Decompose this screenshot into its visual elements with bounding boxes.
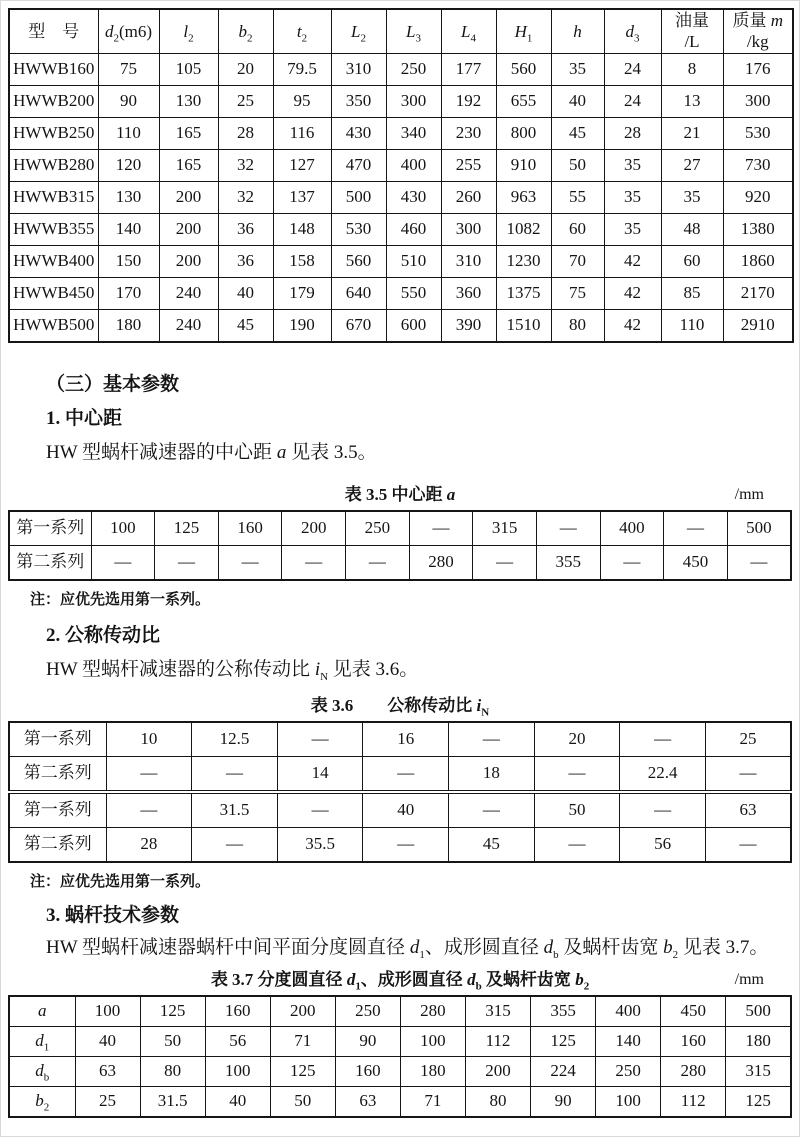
table-cell: 120: [98, 149, 159, 181]
table-cell: 79.5: [273, 53, 331, 85]
table-cell: 280: [661, 1056, 726, 1086]
table-cell: 250: [386, 53, 441, 85]
table-cell: —: [705, 827, 791, 862]
table-cell: 125: [270, 1056, 335, 1086]
table-row: [9, 1086, 791, 1117]
table-cell: 300: [441, 213, 496, 245]
table-cell: 655: [496, 85, 551, 117]
paragraph-worm-params: HW 型蜗杆减速器蜗杆中间平面分度圆直径 $d_1$、成形圆直径 $d_b$ 及蜗杆齿宽 $b_2$ 见表 3.7。: [46, 936, 769, 961]
table-3-6-note: 注：应优先选用第一系列。: [30, 873, 211, 890]
table-cell: 315: [473, 511, 537, 546]
table-cell: 160: [218, 511, 282, 546]
paragraph-ratio: HW 型蜗杆减速器的公称传动比 $i_N$ 见表 3.6。: [46, 658, 419, 683]
table-cell: 355: [531, 996, 596, 1027]
table-cell: —: [727, 545, 791, 580]
table-cell: —: [449, 792, 535, 828]
table-cell: 160: [335, 1056, 400, 1086]
table-cell: —: [91, 545, 155, 580]
table-3-7-unit: /mm: [734, 970, 764, 988]
table-cell: —: [346, 545, 410, 580]
table-cell: 第一系列: [9, 511, 91, 546]
table-3-5-note: 注：应优先选用第一系列。: [30, 591, 211, 608]
table-cell: 160: [205, 996, 270, 1027]
table-cell: 16: [363, 722, 449, 757]
table-cell: 63: [705, 792, 791, 828]
table-cell: —: [620, 722, 706, 757]
table-cell: 255: [441, 149, 496, 181]
nominal-ratio-table: [8, 721, 792, 863]
table-cell: 310: [441, 245, 496, 277]
table-cell: 963: [496, 181, 551, 213]
table-cell: —: [705, 756, 791, 792]
table-cell: —: [536, 511, 600, 546]
table-cell: 75: [551, 277, 604, 309]
table-cell: 500: [726, 996, 791, 1027]
table-cell: 71: [400, 1086, 465, 1117]
table-cell: HWWB500: [9, 309, 98, 342]
table-cell: 910: [496, 149, 551, 181]
table-cell: 90: [335, 1026, 400, 1056]
table-cell: 95: [273, 85, 331, 117]
table-cell: 112: [661, 1086, 726, 1117]
table-cell: —: [534, 827, 620, 862]
table-cell: 160: [661, 1026, 726, 1056]
table-3-5-unit: /mm: [734, 485, 764, 503]
table-cell: 21: [661, 117, 723, 149]
table-cell: 56: [205, 1026, 270, 1056]
table-cell: 31.5: [192, 792, 278, 828]
table-cell: 510: [386, 245, 441, 277]
table-row: [9, 722, 791, 757]
table-cell: —: [620, 792, 706, 828]
table-cell: 200: [465, 1056, 530, 1086]
table-cell: 第二系列: [9, 756, 106, 792]
table-cell: 42: [604, 277, 661, 309]
table-cell: 112: [465, 1026, 530, 1056]
table-row: [9, 213, 793, 245]
table-cell: 600: [386, 309, 441, 342]
table-cell: 50: [534, 792, 620, 828]
table-cell: 20: [534, 722, 620, 757]
table-cell: 90: [531, 1086, 596, 1117]
table-cell: 28: [106, 827, 192, 862]
table-cell: 250: [596, 1056, 661, 1086]
table-cell: 35: [604, 213, 661, 245]
table-cell: 8: [661, 53, 723, 85]
table-row: [9, 827, 791, 862]
table-cell: 25: [705, 722, 791, 757]
table-cell: 31.5: [140, 1086, 205, 1117]
table-cell: 280: [400, 996, 465, 1027]
table-cell: —: [534, 756, 620, 792]
table-row: [9, 1026, 791, 1056]
table-cell: 1082: [496, 213, 551, 245]
table-cell: —: [473, 545, 537, 580]
table-cell: 35: [604, 149, 661, 181]
column-header: $l_2$: [159, 9, 218, 53]
table-cell: 200: [282, 511, 346, 546]
table-cell: 400: [596, 996, 661, 1027]
table-cell: 1510: [496, 309, 551, 342]
table-cell: 24: [604, 53, 661, 85]
table-cell: 177: [441, 53, 496, 85]
table-cell: 140: [596, 1026, 661, 1056]
table-cell: 42: [604, 309, 661, 342]
table-cell: 80: [140, 1056, 205, 1086]
table-cell: 260: [441, 181, 496, 213]
table-cell: 130: [98, 181, 159, 213]
center-distance-table: [8, 510, 792, 581]
table-cell: 1375: [496, 277, 551, 309]
table-cell: 315: [726, 1056, 791, 1086]
table-cell: 1230: [496, 245, 551, 277]
column-header: $L_4$: [441, 9, 496, 53]
table-cell: 165: [159, 117, 218, 149]
table-cell: 50: [551, 149, 604, 181]
table-cell: 125: [140, 996, 205, 1027]
table-cell: 12.5: [192, 722, 278, 757]
table-cell: 670: [331, 309, 386, 342]
table-cell: 310: [331, 53, 386, 85]
paragraph-center-distance: HW 型蜗杆减速器的中心距 a 见表 3.5。: [46, 441, 377, 463]
table-cell: 250: [335, 996, 400, 1027]
table-cell: $d_1$: [9, 1026, 75, 1056]
table-cell: 450: [661, 996, 726, 1027]
table-cell: —: [106, 792, 192, 828]
column-header: $H_1$: [496, 9, 551, 53]
table-cell: 125: [155, 511, 219, 546]
table-cell: $b_2$: [9, 1086, 75, 1117]
table-cell: 240: [159, 309, 218, 342]
table-cell: 60: [661, 245, 723, 277]
table-row: [9, 1056, 791, 1086]
column-header: $d_2(m6)$: [98, 9, 159, 53]
table-cell: —: [363, 756, 449, 792]
table-cell: 40: [218, 277, 273, 309]
table-cell: HWWB450: [9, 277, 98, 309]
table-cell: 179: [273, 277, 331, 309]
table-cell: 110: [98, 117, 159, 149]
table-cell: 63: [335, 1086, 400, 1117]
table-cell: HWWB315: [9, 181, 98, 213]
table-cell: —: [600, 545, 664, 580]
table-cell: 80: [465, 1086, 530, 1117]
table-cell: 130: [159, 85, 218, 117]
table-cell: —: [449, 722, 535, 757]
table-cell: 127: [273, 149, 331, 181]
table-cell: 40: [363, 792, 449, 828]
table-cell: 430: [386, 181, 441, 213]
table-cell: 90: [98, 85, 159, 117]
hwwb-dimensions-table: [8, 8, 794, 343]
table-cell: 500: [331, 181, 386, 213]
table-cell: 150: [98, 245, 159, 277]
table-cell: 40: [75, 1026, 140, 1056]
table-row: [9, 181, 793, 213]
table-cell: HWWB280: [9, 149, 98, 181]
table-cell: —: [218, 545, 282, 580]
table-cell: 100: [596, 1086, 661, 1117]
table-cell: 第二系列: [9, 545, 91, 580]
table-cell: 280: [409, 545, 473, 580]
table-cell: 640: [331, 277, 386, 309]
table-cell: 500: [727, 511, 791, 546]
table-cell: 1860: [723, 245, 793, 277]
table-cell: 第一系列: [9, 792, 106, 828]
table-cell: HWWB250: [9, 117, 98, 149]
table-cell: HWWB400: [9, 245, 98, 277]
table-row: [9, 792, 791, 828]
section-heading-basic-params: （三）基本参数: [46, 373, 180, 395]
table-cell: 2170: [723, 277, 793, 309]
table-cell: 第一系列: [9, 722, 106, 757]
table-cell: 42: [604, 245, 661, 277]
table-cell: 300: [386, 85, 441, 117]
column-header: 质量 m /kg: [723, 9, 793, 53]
table-3-5-caption-row: [8, 483, 792, 507]
table-cell: —: [363, 827, 449, 862]
table-cell: 200: [159, 181, 218, 213]
table-cell: 158: [273, 245, 331, 277]
table-cell: —: [192, 756, 278, 792]
table-cell: 20: [218, 53, 273, 85]
table-cell: 190: [273, 309, 331, 342]
table-cell: 300: [723, 85, 793, 117]
column-header: $L_2$: [331, 9, 386, 53]
table-cell: —: [277, 722, 363, 757]
table-cell: 14: [277, 756, 363, 792]
table-cell: 100: [205, 1056, 270, 1086]
table-row: [9, 9, 793, 53]
table-cell: 355: [536, 545, 600, 580]
table-cell: 22.4: [620, 756, 706, 792]
table-cell: 180: [400, 1056, 465, 1086]
table-cell: 116: [273, 117, 331, 149]
table-cell: 13: [661, 85, 723, 117]
table-cell: 36: [218, 213, 273, 245]
column-header: $b_2$: [218, 9, 273, 53]
table-row: [9, 53, 793, 85]
table-3-5-caption: 表 3.5 中心距 a: [344, 484, 456, 504]
table-cell: 63: [75, 1056, 140, 1086]
table-cell: 530: [331, 213, 386, 245]
table-cell: 45: [551, 117, 604, 149]
table-cell: 10: [106, 722, 192, 757]
table-cell: 240: [159, 277, 218, 309]
table-cell: 28: [218, 117, 273, 149]
table-cell: 140: [98, 213, 159, 245]
table-cell: —: [664, 511, 728, 546]
table-cell: 460: [386, 213, 441, 245]
table-cell: 125: [531, 1026, 596, 1056]
table-row: [9, 756, 791, 792]
table-cell: 360: [441, 277, 496, 309]
table-cell: 450: [664, 545, 728, 580]
table-cell: 85: [661, 277, 723, 309]
table-cell: 125: [726, 1086, 791, 1117]
table-cell: 340: [386, 117, 441, 149]
table-cell: $d_b$: [9, 1056, 75, 1086]
table-cell: 36: [218, 245, 273, 277]
table-cell: 180: [98, 309, 159, 342]
table-cell: 165: [159, 149, 218, 181]
table-cell: 530: [723, 117, 793, 149]
table-cell: 45: [218, 309, 273, 342]
table-3-6-caption: 表 3.6 公称传动比 $i_N$: [310, 695, 490, 718]
column-header: $L_3$: [386, 9, 441, 53]
table-cell: 56: [620, 827, 706, 862]
table-cell: 18: [449, 756, 535, 792]
table-row: [9, 85, 793, 117]
table-cell: HWWB355: [9, 213, 98, 245]
column-header: $d_3$: [604, 9, 661, 53]
table-cell: 60: [551, 213, 604, 245]
column-header: $t_2$: [273, 9, 331, 53]
table-row: [9, 245, 793, 277]
table-cell: 71: [270, 1026, 335, 1056]
table-cell: 第二系列: [9, 827, 106, 862]
worm-diameter-table: [8, 995, 792, 1118]
table-cell: 224: [531, 1056, 596, 1086]
table-cell: 45: [449, 827, 535, 862]
table-row: [9, 117, 793, 149]
table-cell: 350: [331, 85, 386, 117]
item-heading-center-distance: 1. 中心距: [46, 407, 123, 429]
table-cell: 50: [140, 1026, 205, 1056]
table-cell: 28: [604, 117, 661, 149]
table-row: [9, 149, 793, 181]
table-cell: —: [192, 827, 278, 862]
table-row: [9, 996, 791, 1027]
table-cell: 250: [346, 511, 410, 546]
table-cell: 24: [604, 85, 661, 117]
table-cell: 730: [723, 149, 793, 181]
table-cell: 1380: [723, 213, 793, 245]
table-cell: HWWB200: [9, 85, 98, 117]
column-header: 型 号: [9, 9, 98, 53]
table-cell: 192: [441, 85, 496, 117]
table-cell: 560: [331, 245, 386, 277]
table-cell: 40: [551, 85, 604, 117]
table-cell: 35: [661, 181, 723, 213]
table-cell: HWWB160: [9, 53, 98, 85]
table-cell: 200: [159, 213, 218, 245]
table-cell: 32: [218, 181, 273, 213]
table-cell: 230: [441, 117, 496, 149]
table-cell: 920: [723, 181, 793, 213]
table-cell: a: [9, 996, 75, 1027]
table-cell: 48: [661, 213, 723, 245]
table-row: [9, 277, 793, 309]
table-cell: 200: [270, 996, 335, 1027]
table-cell: —: [277, 792, 363, 828]
table-cell: 35.5: [277, 827, 363, 862]
table-cell: 35: [604, 181, 661, 213]
table-cell: 137: [273, 181, 331, 213]
table-cell: 400: [600, 511, 664, 546]
table-cell: 55: [551, 181, 604, 213]
table-cell: 200: [159, 245, 218, 277]
column-header: h: [551, 9, 604, 53]
table-cell: 176: [723, 53, 793, 85]
table-cell: 25: [75, 1086, 140, 1117]
table-cell: 100: [91, 511, 155, 546]
table-cell: 40: [205, 1086, 270, 1117]
table-cell: 390: [441, 309, 496, 342]
table-cell: —: [106, 756, 192, 792]
table-cell: 75: [98, 53, 159, 85]
table-cell: 32: [218, 149, 273, 181]
table-cell: 110: [661, 309, 723, 342]
table-cell: 2910: [723, 309, 793, 342]
table-cell: 180: [726, 1026, 791, 1056]
table-cell: —: [409, 511, 473, 546]
table-row: [9, 511, 791, 546]
table-cell: 100: [75, 996, 140, 1027]
table-cell: 470: [331, 149, 386, 181]
table-cell: 100: [400, 1026, 465, 1056]
table-3-7-caption: 表 3.7 分度圆直径 $d_1$、成形圆直径 $d_b$ 及蜗杆齿宽 $b_2$: [210, 969, 590, 992]
table-cell: —: [282, 545, 346, 580]
table-cell: 70: [551, 245, 604, 277]
item-heading-worm-params: 3. 蜗杆技术参数: [46, 904, 180, 926]
table-cell: 35: [551, 53, 604, 85]
table-cell: 550: [386, 277, 441, 309]
item-heading-ratio: 2. 公称传动比: [46, 624, 161, 646]
table-row: [9, 545, 791, 580]
table-cell: 430: [331, 117, 386, 149]
table-cell: 27: [661, 149, 723, 181]
table-cell: 25: [218, 85, 273, 117]
column-header: 油量 /L: [661, 9, 723, 53]
table-cell: 315: [465, 996, 530, 1027]
table-cell: 560: [496, 53, 551, 85]
table-cell: 148: [273, 213, 331, 245]
table-3-7-caption-row: [8, 968, 792, 992]
table-cell: —: [155, 545, 219, 580]
table-3-6-caption-row: [8, 694, 792, 718]
table-cell: 105: [159, 53, 218, 85]
table-cell: 800: [496, 117, 551, 149]
table-cell: 80: [551, 309, 604, 342]
table-cell: 50: [270, 1086, 335, 1117]
table-cell: 170: [98, 277, 159, 309]
table-cell: 400: [386, 149, 441, 181]
table-row: [9, 309, 793, 342]
